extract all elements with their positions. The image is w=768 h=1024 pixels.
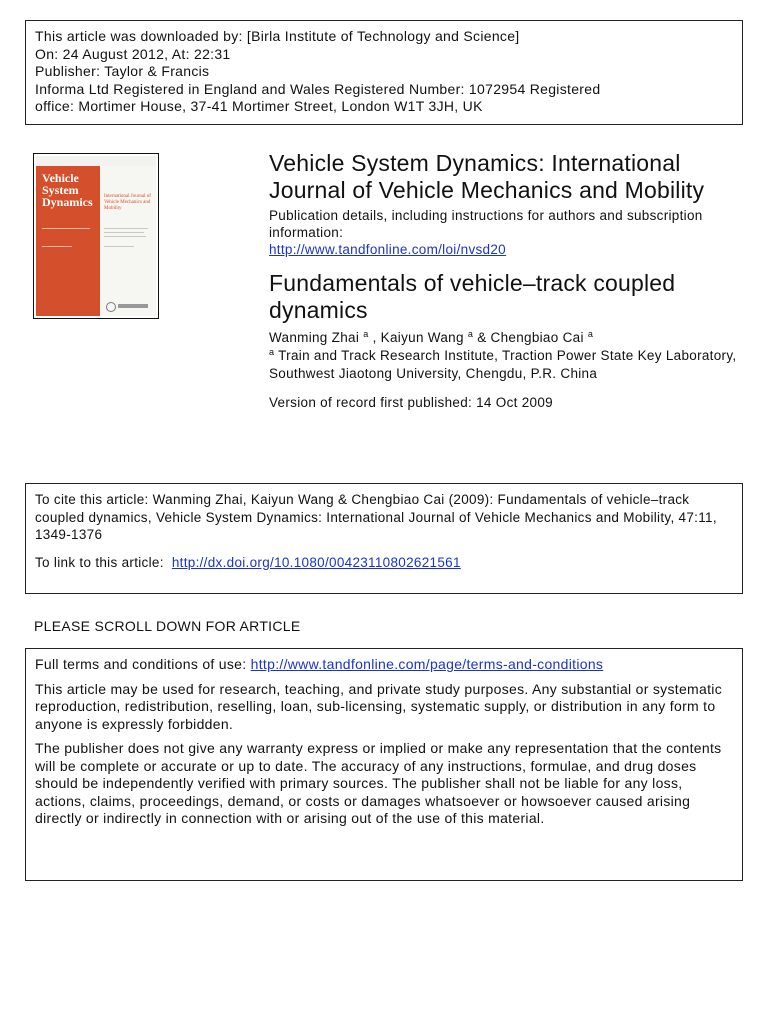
author-separator: & xyxy=(473,330,491,345)
cover-title: Vehicle System Dynamics xyxy=(42,171,93,209)
article-header xyxy=(269,150,739,412)
author-name: Wanming Zhai xyxy=(269,330,360,345)
version-of-record: Version of record first published: 14 Oct 2009 xyxy=(269,395,553,410)
registration-line: Informa Ltd Registered in England and Wales Registered Number: 1072954 Registered xyxy=(35,80,601,97)
journal-url-link[interactable]: http://www.tandfonline.com/loi/nvsd20 xyxy=(269,242,506,257)
office-line: office: Mortimer House, 37-41 Mortimer Street, London W1T 3JH, UK xyxy=(35,98,483,114)
journal-title: Vehicle System Dynamics: International Journal of Vehicle Mechanics and Mobility xyxy=(269,150,705,203)
author-name: Kaiyun Wang xyxy=(380,330,464,345)
disclaimer-paragraph: The publisher does not give any warranty express or implied or make any representation that the contents will be complete or accurate or up to date. The accuracy of any instructions, formulae, and drug doses should be independently verified with primary sources. The publisher shall not be liable for any loss, actions, claims, proceedings, demand, or costs or damages whatsoever or howsoever caused arising directly or indirectly in connection with or arising out of the use of this material. xyxy=(35,740,722,826)
journal-cover-image xyxy=(33,153,159,319)
affiliation-marker: a xyxy=(269,347,275,357)
author-affiliation-marker: a xyxy=(587,329,594,339)
cover-subtitle: International Journal of Vehicle Mechanics and Mobility xyxy=(104,194,151,211)
author-name: Chengbiao Cai xyxy=(490,330,584,345)
download-line: This article was downloaded by: [Birla Institute of Technology and Science] xyxy=(35,28,520,44)
usage-paragraph: This article may be used for research, teaching, and private study purposes. Any substantial or systematic reproduction, redistribution, reselling, loan, sub-licensing, systematic supply, or distribution in any form to anyone is expressly forbidden. xyxy=(35,680,723,732)
publisher-logo-icon xyxy=(106,302,116,312)
citation-text: To cite this article: Wanming Zhai, Kaiyun Wang & Chengbiao Cai (2009): Fundamentals of vehicle–track coupled dynamics, Vehicle System Dynamics: International Journal of Vehicle Mechanics and Mobility, 47:11, 1349-1376 xyxy=(35,492,717,542)
download-date-line: On: 24 August 2012, At: 22:31 xyxy=(35,45,231,62)
article-link-row xyxy=(35,554,733,572)
author-affiliation-marker: a xyxy=(363,329,369,339)
author-list xyxy=(269,329,739,347)
citation-box xyxy=(25,483,743,594)
download-notice-box xyxy=(25,20,743,125)
article-title: Fundamentals of vehicle–track coupled dynamics xyxy=(269,270,676,323)
affiliation-text: Train and Track Research Institute, Traction Power State Key Laboratory, Southwest Jiaotong University, Chengdu, P.R. China xyxy=(269,348,737,381)
scroll-down-notice: PLEASE SCROLL DOWN FOR ARTICLE xyxy=(34,618,301,634)
terms-box xyxy=(25,648,743,881)
publication-details xyxy=(269,207,739,258)
doi-link[interactable]: http://dx.doi.org/10.1080/00423110802621561 xyxy=(171,554,461,570)
terms-link[interactable]: http://www.tandfonline.com/page/terms-and-conditions xyxy=(250,656,604,672)
publisher-line: Publisher: Taylor & Francis xyxy=(35,63,210,79)
article-link-label: To link to this article: xyxy=(35,554,164,570)
terms-label: Full terms and conditions of use: xyxy=(35,656,247,672)
terms-link-row xyxy=(35,656,733,674)
affiliation xyxy=(269,347,739,383)
author-separator: , xyxy=(368,330,381,345)
author-affiliation-marker: a xyxy=(467,329,474,339)
publication-details-text: Publication details, including instructions for authors and subscription information: xyxy=(269,208,703,240)
